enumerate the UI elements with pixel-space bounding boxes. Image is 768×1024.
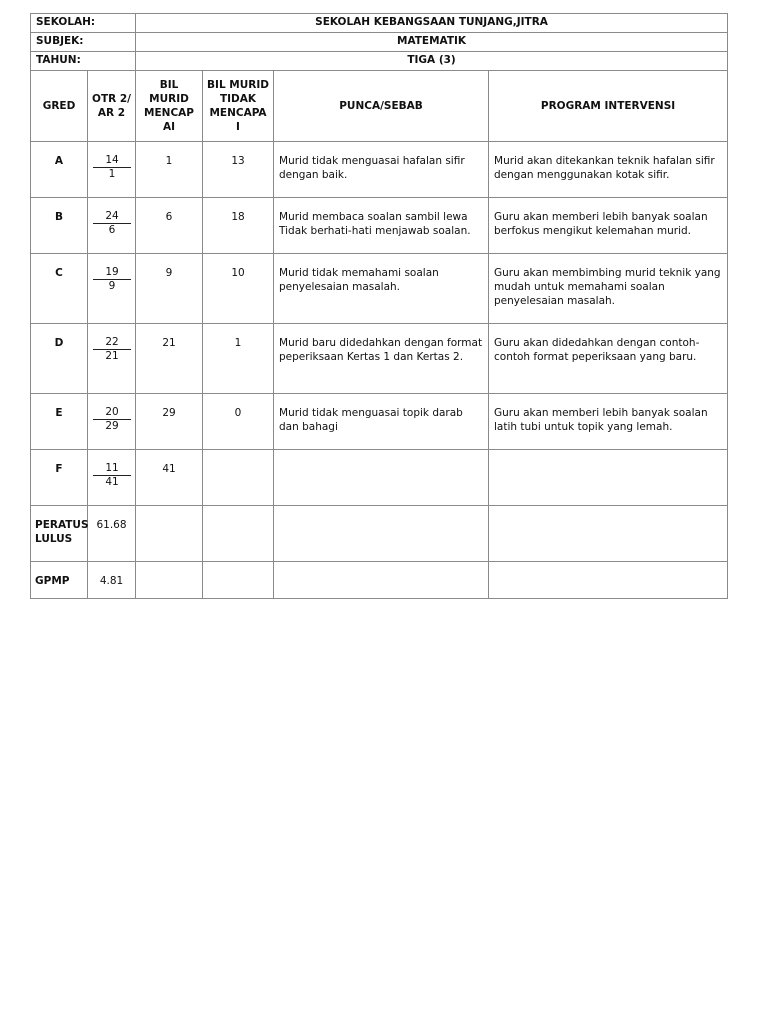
- summary-row-peratus: [31, 506, 728, 562]
- empty-cell: [203, 562, 274, 599]
- punca-cell: Murid membaca soalan sambil lewa Tidak berhati-hati menjawab soalan.: [274, 198, 489, 254]
- grade-row-c: [31, 254, 728, 324]
- empty-cell: [203, 506, 274, 562]
- header-otr: OTR 2/ AR 2: [88, 71, 136, 142]
- otr-bottom: 1: [108, 168, 116, 180]
- empty-cell: [489, 562, 728, 599]
- otr-top: 20: [93, 406, 131, 420]
- summary-row-gpmp: [31, 562, 728, 599]
- school-label: SEKOLAH:: [31, 14, 136, 33]
- punca-cell: Murid tidak menguasai hafalan sifir dengan baik.: [274, 142, 489, 198]
- punca-cell: Murid tidak memahami soalan penyelesaian masalah.: [274, 254, 489, 324]
- grade-cell: F: [31, 450, 88, 506]
- year-label: TAHUN:: [31, 52, 136, 71]
- gpmp-value: 4.81: [88, 562, 136, 599]
- school-row: [31, 14, 728, 33]
- otr-top: 14: [93, 154, 131, 168]
- otr-bottom: 29: [105, 420, 119, 432]
- header-program: PROGRAM INTERVENSI: [489, 71, 728, 142]
- punca-cell: [274, 450, 489, 506]
- mencapai-cell: 1: [136, 142, 203, 198]
- peratus-lulus-value: 61.68: [88, 506, 136, 562]
- year-row: [31, 52, 728, 71]
- empty-cell: [274, 506, 489, 562]
- otr-bottom: 41: [105, 476, 119, 488]
- empty-cell: [489, 506, 728, 562]
- subject-row: [31, 33, 728, 52]
- grade-row-f: [31, 450, 728, 506]
- header-bil-tidak-mencapai: BIL MURID TIDAK MENCAPA I: [203, 71, 274, 142]
- otr-top: 22: [93, 336, 131, 350]
- empty-cell: [274, 562, 489, 599]
- grade-row-e: [31, 394, 728, 450]
- mencapai-cell: 29: [136, 394, 203, 450]
- empty-cell: [136, 562, 203, 599]
- grade-cell: C: [31, 254, 88, 324]
- otr-cell: [88, 394, 136, 450]
- header-punca: PUNCA/SEBAB: [274, 71, 489, 142]
- otr-top: 24: [93, 210, 131, 224]
- grade-cell: E: [31, 394, 88, 450]
- punca-cell: Murid baru didedahkan dengan format peperiksaan Kertas 1 dan Kertas 2.: [274, 324, 489, 394]
- mencapai-cell: 41: [136, 450, 203, 506]
- tidak-mencapai-cell: 13: [203, 142, 274, 198]
- punca-cell: Murid tidak menguasai topik darab dan bahagi: [274, 394, 489, 450]
- mencapai-cell: 6: [136, 198, 203, 254]
- grade-cell: D: [31, 324, 88, 394]
- grade-row-d: [31, 324, 728, 394]
- otr-cell: [88, 198, 136, 254]
- subject-value: MATEMATIK: [136, 33, 728, 52]
- program-cell: Guru akan membimbing murid teknik yang mudah untuk memahami soalan penyelesaian masalah.: [489, 254, 728, 324]
- otr-cell: [88, 324, 136, 394]
- otr-bottom: 6: [108, 224, 116, 236]
- otr-cell: [88, 450, 136, 506]
- school-value: SEKOLAH KEBANGSAAN TUNJANG,JITRA: [136, 14, 728, 33]
- tidak-mencapai-cell: 0: [203, 394, 274, 450]
- subject-label: SUBJEK:: [31, 33, 136, 52]
- otr-cell: [88, 142, 136, 198]
- otr-top: 11: [93, 462, 131, 476]
- program-cell: Guru akan memberi lebih banyak soalan berfokus mengikut kelemahan murid.: [489, 198, 728, 254]
- program-cell: Murid akan ditekankan teknik hafalan sifir dengan menggunakan kotak sifir.: [489, 142, 728, 198]
- peratus-lulus-label: PERATUS LULUS: [31, 506, 88, 562]
- empty-cell: [136, 506, 203, 562]
- otr-top: 19: [93, 266, 131, 280]
- tidak-mencapai-cell: 18: [203, 198, 274, 254]
- header-row: [31, 71, 728, 142]
- tidak-mencapai-cell: [203, 450, 274, 506]
- analysis-table: [30, 13, 728, 599]
- tidak-mencapai-cell: 1: [203, 324, 274, 394]
- mencapai-cell: 9: [136, 254, 203, 324]
- otr-cell: [88, 254, 136, 324]
- grade-row-b: [31, 198, 728, 254]
- year-value: TIGA (3): [136, 52, 728, 71]
- otr-bottom: 9: [108, 280, 116, 292]
- header-bil-mencapai: BIL MURID MENCAP AI: [136, 71, 203, 142]
- header-gred: GRED: [31, 71, 88, 142]
- grade-cell: B: [31, 198, 88, 254]
- program-cell: [489, 450, 728, 506]
- grade-cell: A: [31, 142, 88, 198]
- otr-bottom: 21: [105, 350, 119, 362]
- mencapai-cell: 21: [136, 324, 203, 394]
- program-cell: Guru akan memberi lebih banyak soalan latih tubi untuk topik yang lemah.: [489, 394, 728, 450]
- tidak-mencapai-cell: 10: [203, 254, 274, 324]
- gpmp-label: GPMP: [31, 562, 88, 599]
- grade-row-a: [31, 142, 728, 198]
- program-cell: Guru akan didedahkan dengan contoh-contoh format peperiksaan yang baru.: [489, 324, 728, 394]
